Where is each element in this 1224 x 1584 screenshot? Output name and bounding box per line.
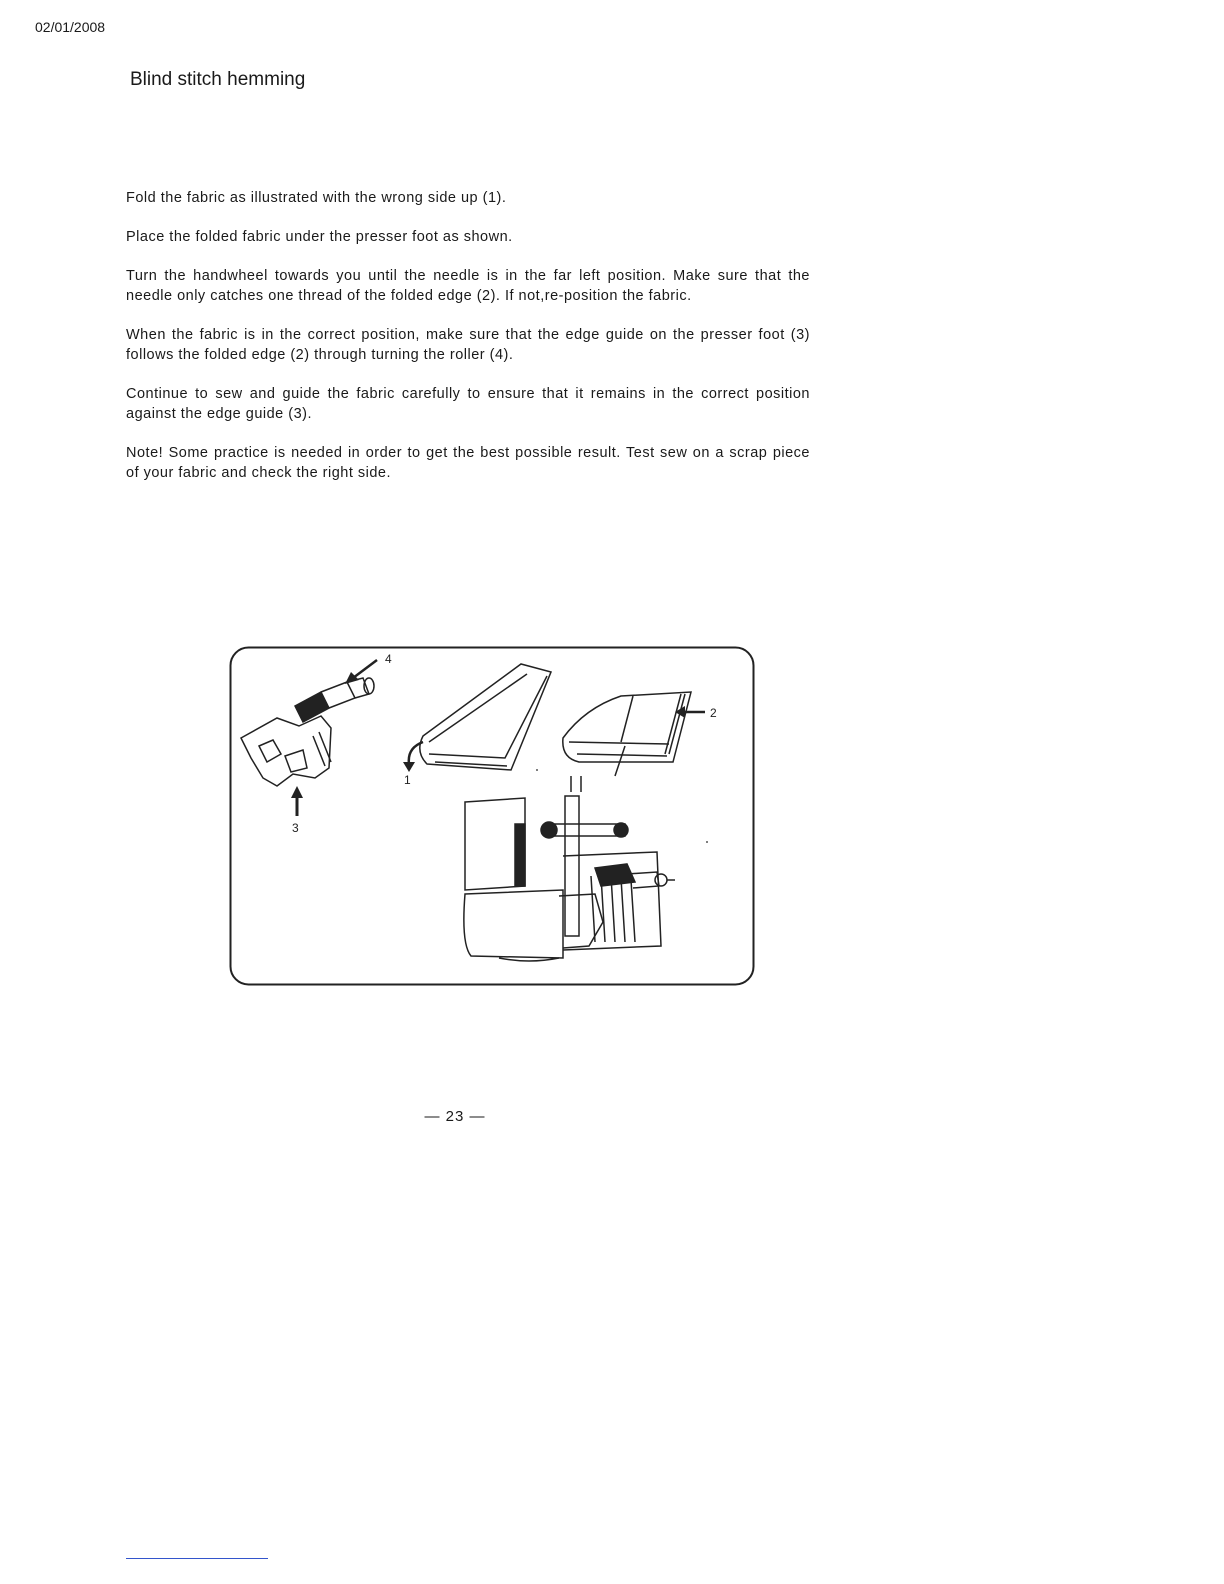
scan-speck: [536, 769, 538, 771]
paragraph-fold: Fold the fabric as illustrated with the wrong side up (1).: [126, 190, 507, 206]
paragraph-note: Note! Some practice is needed in order to get the best possible result. Test sew on a scrap piece of your fabric and check the right side.: [126, 445, 810, 481]
page-title: Blind stitch hemming: [130, 69, 306, 90]
paragraph-continue: Continue to sew and guide the fabric carefully to ensure that it remains in the correct position against the edge guide (3).: [126, 386, 810, 422]
callout-3: 3: [292, 821, 299, 835]
page-number: — 23 —: [424, 1108, 486, 1125]
document-date: 02/01/2008: [35, 19, 106, 35]
illustration-svg: [229, 646, 755, 986]
callout-4: 4: [385, 652, 392, 666]
scan-speck: [706, 841, 708, 843]
callout-2: 2: [710, 706, 717, 720]
folded-fabric-drawing: [420, 664, 551, 770]
blind-stitch-illustration: [229, 646, 755, 986]
presser-foot-drawing: [241, 678, 374, 786]
paragraph-handwheel: Turn the handwheel towards you until the needle is in the far left position. Make sure that the needle only catches one thread of the folded edge (2). If not,re-position the fabric.: [126, 268, 810, 304]
callout-1: 1: [404, 773, 411, 787]
hem-edge-drawing: [563, 692, 691, 776]
arrow-3-drawing: [291, 786, 303, 816]
instructions-body: [126, 188, 810, 502]
paragraph-edge-guide: When the fabric is in the correct position, make sure that the edge guide on the presser foot (3) follows the folded edge (2) through turning the roller (4).: [126, 327, 810, 363]
paragraph-place: Place the folded fabric under the presser foot as shown.: [126, 229, 513, 245]
footer-rule: [126, 1558, 268, 1559]
needle-assembly-drawing: [464, 776, 675, 961]
